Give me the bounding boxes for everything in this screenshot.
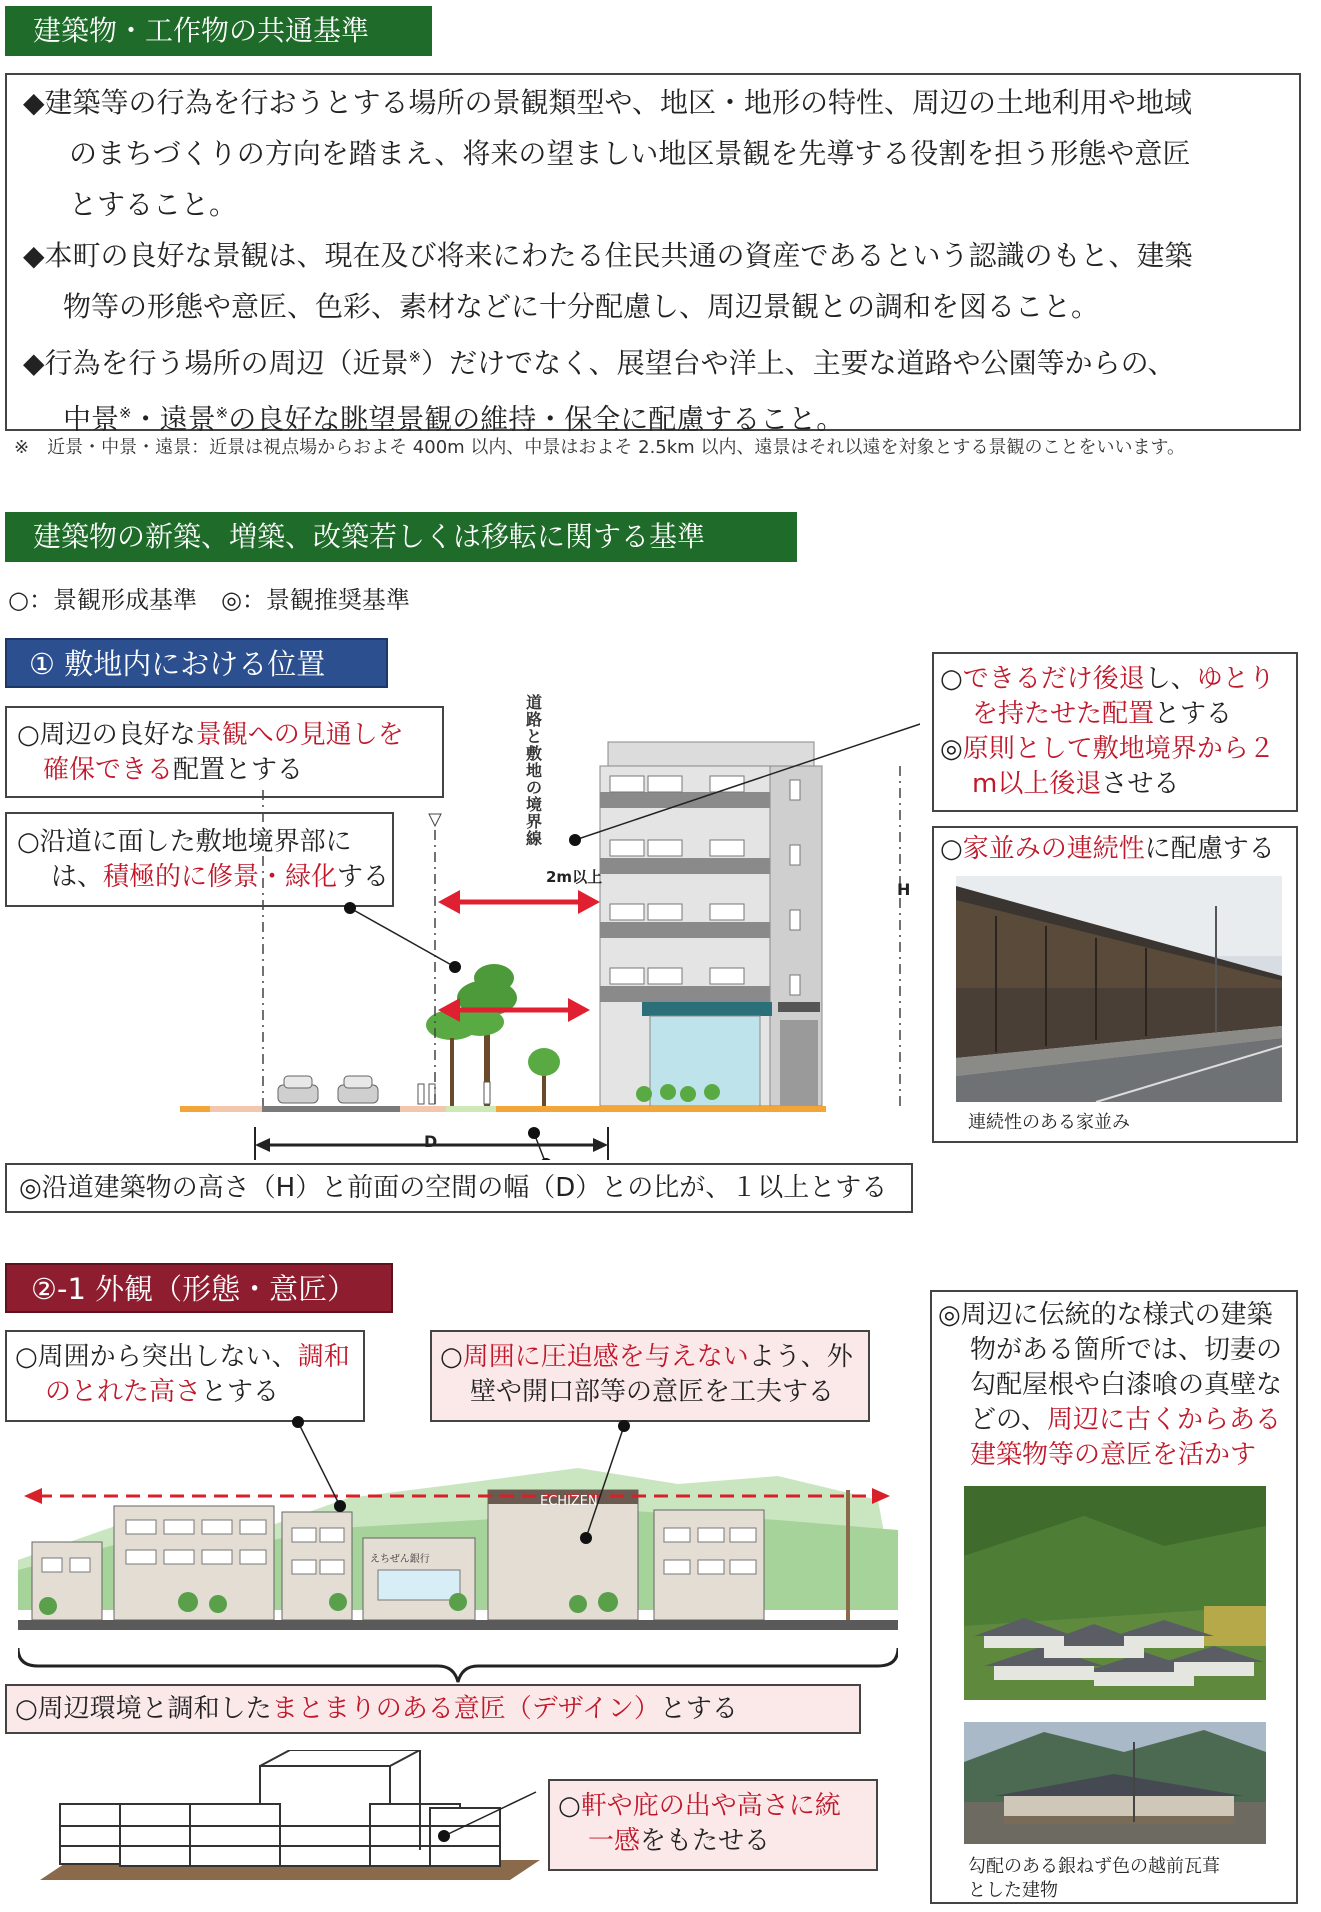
streetscape-illustration <box>18 1410 898 1700</box>
bullet-1-line-2: のまちづくりの方向を踏まえ、将来の望ましい地区景観を先導する役割を担う形態や意匠 <box>69 137 1191 170</box>
eaves-sketch <box>40 1750 540 1900</box>
width-label: D <box>424 1132 438 1151</box>
position-box-setback: ○できるだけ後退し、ゆとり を持たせた配置とする ◎原則として敷地境界から２ m以上後退させる <box>932 652 1298 812</box>
bullet-1-line-3: とすること。 <box>69 188 238 221</box>
appearance-header: ②-1 外観（形態・意匠） <box>5 1263 393 1313</box>
village-photo <box>964 1486 1266 1700</box>
appearance-box-pressure: ○周囲に圧迫感を与えないよう、外 壁や開口部等の意匠を工夫する <box>430 1330 870 1422</box>
bullet-1-line-1: ◆建築等の行為を行おうとする場所の景観類型や、地区・地形の特性、周辺の土地利用や地域 <box>23 86 1192 119</box>
section-title-new-building: 建築物の新築、増築、改築若しくは移転に関する基準 <box>5 512 797 562</box>
bullet-2-line-2: 物等の形態や意匠、色彩、素材などに十分配慮し、周辺景観との調和を図ること。 <box>63 290 1100 323</box>
position-box-ratio: ◎沿道建築物の高さ（H）と前面の空間の幅（D）との比が、１以上とする <box>5 1163 913 1213</box>
tiled-roof-caption-line-1: 勾配のある銀ねず色の越前瓦葺 <box>968 1856 1220 1877</box>
setback-diagram <box>180 680 920 1160</box>
bullet-3-line-1: ◆行為を行う場所の周辺（近景※）だけでなく、展望台や洋上、主要な道路や公園等からの、 <box>23 346 1176 380</box>
bullet-3-line-2: 中景※・遠景※の良好な眺望景観の維持・保全に配慮すること。 <box>63 402 845 436</box>
common-criteria-box <box>5 73 1301 436</box>
height-label: H <box>897 880 911 899</box>
streetscape-panel: ○家並みの連続性に配慮する 連続性のある家並み <box>932 826 1298 1143</box>
footnote: ※ 近景・中景・遠景：近景は視点場からおよそ 400m 以内、中景はおよそ 2.5km 以内、遠景はそれ以遠を対象とする景観のことをいいます。 <box>14 437 1185 458</box>
tiled-roof-photo <box>964 1722 1266 1844</box>
appearance-box-height: ○周囲から突出しない、調和 のとれた高さとする <box>5 1330 365 1422</box>
sign-echizen: ECHIZEN <box>540 1494 598 1509</box>
position-box-greening: ○沿道に面した敷地境界部に は、積極的に修景・緑化する <box>5 812 394 907</box>
traditional-panel: ◎周辺に伝統的な様式の建築 物がある箇所では、切妻の 勾配屋根や白漆喰の真壁な どの、周辺に古くからある 建築物等の意匠を活かす 勾配のある銀ねず色の越前瓦葺 とした建物 <box>930 1290 1298 1904</box>
townscape-caption: 連続性のある家並み <box>968 1112 1130 1133</box>
appearance-box-unified-design: ○周辺環境と調和したまとまりのある意匠（デザイン）とする <box>5 1684 861 1734</box>
tiled-roof-caption-line-2: とした建物 <box>968 1880 1058 1901</box>
sign-bank: えちぜん銀行 <box>370 1554 430 1565</box>
section-title-common: 建築物・工作物の共通基準 <box>5 6 432 56</box>
legend: ○：景観形成基準 ◎：景観推奨基準 <box>8 586 410 614</box>
townscape-photo <box>956 876 1282 1102</box>
boundary-label: 道路と敷地の境界線 <box>526 693 543 848</box>
position-box-view: ○周辺の良好な景観への見通しを 確保できる配置とする <box>5 706 444 798</box>
bullet-2-line-1: ◆本町の良好な景観は、現在及び将来にわたる住民共通の資産であるという認識のもと、建築 <box>23 239 1193 272</box>
appearance-box-eaves: ○軒や庇の出や高さに統 一感をもたせる <box>548 1779 878 1871</box>
setback-label: 2m以上 <box>546 868 603 886</box>
position-header: ① 敷地内における位置 <box>5 638 388 688</box>
